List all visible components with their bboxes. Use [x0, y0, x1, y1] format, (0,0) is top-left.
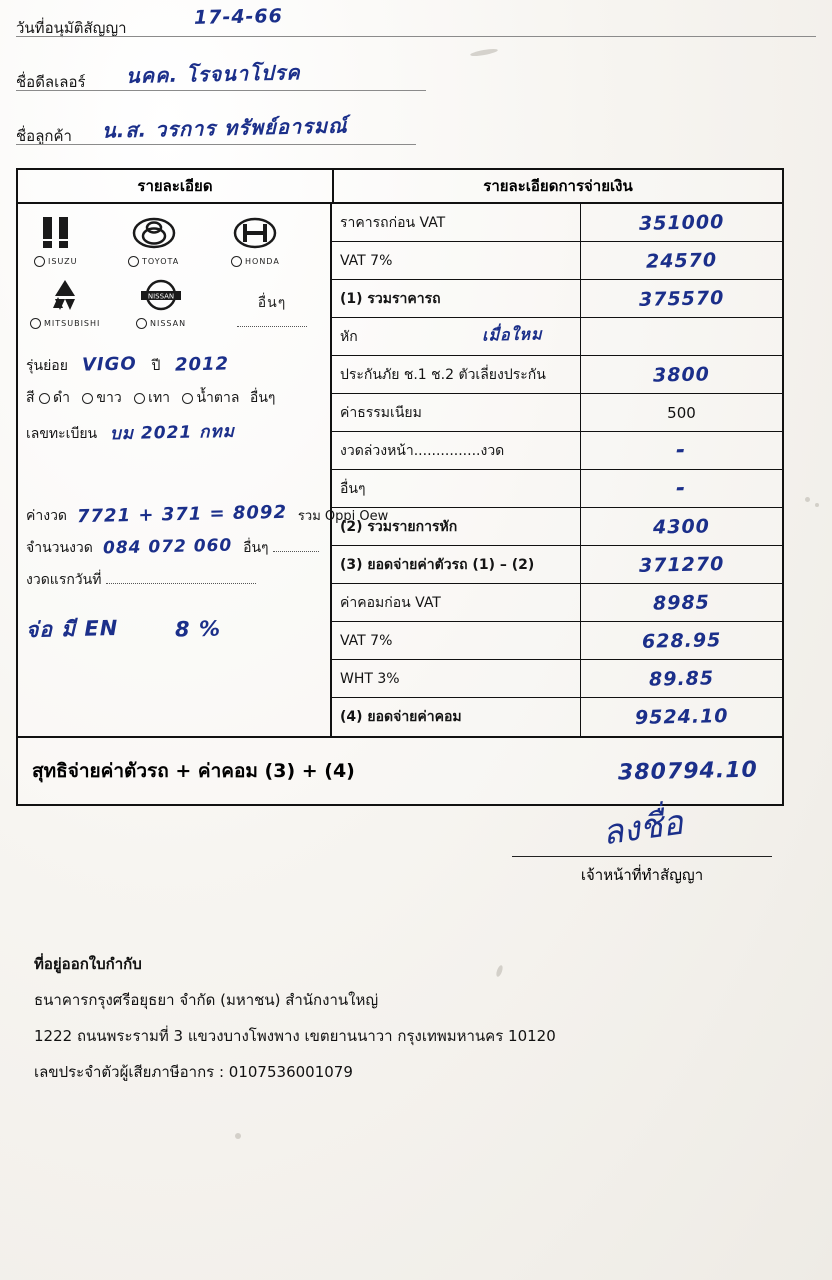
header-row-dealer — [16, 62, 816, 102]
date-fill-line[interactable] — [106, 571, 256, 584]
brand-label: HONDA — [231, 256, 280, 267]
payment-row — [332, 280, 782, 318]
payment-value-cell: - — [580, 470, 782, 507]
grand-total-value: 380794.10 — [617, 757, 759, 785]
radio-icon[interactable] — [34, 256, 45, 267]
other-fill-line[interactable] — [273, 539, 319, 552]
field-installment-count: จำนวนงวด 084 072 060 อื่นๆ — [26, 537, 322, 559]
paper-speck — [235, 1133, 241, 1139]
footer-tax-id-line: เลขประจำตัวผู้เสียภาษีอากร : 0107536001079 — [34, 1063, 353, 1081]
col-header-payment: รายละเอียดการจ่ายเงิน — [483, 177, 633, 195]
brand-label: TOYOTA — [128, 256, 179, 267]
invoice-address-block — [34, 952, 556, 1096]
label-approval-date: วันที่อนุมัติสัญญา — [16, 19, 127, 37]
payment-label: งวดล่วงหน้า...............งวด — [340, 442, 505, 459]
col-header-details: รายละเอียด — [18, 170, 334, 202]
payment-row — [332, 622, 782, 660]
brand-label: อื่นๆ — [222, 292, 322, 331]
brand-other[interactable] — [222, 290, 322, 331]
payment-label: ค่าธรรมเนียม — [340, 404, 422, 421]
brand-nissan[interactable] — [136, 274, 186, 329]
signature-line — [512, 856, 772, 857]
brand-selector — [26, 212, 322, 338]
payment-row — [332, 318, 782, 356]
contract-table — [16, 168, 784, 806]
svg-text:NISSAN: NISSAN — [147, 292, 175, 301]
payment-value-cell: 8985 — [580, 584, 782, 621]
field-model: รุ่นย่อย VIGO ปี 2012 — [26, 353, 230, 376]
signature-mark: ลงชื่อ — [599, 802, 685, 854]
payment-label: VAT 7% — [340, 252, 393, 269]
field-note-rate: จ่อ มี EN 8 % — [25, 616, 221, 642]
payment-row — [332, 698, 782, 736]
payment-label: (2) รวมรายการหัก — [340, 518, 458, 535]
radio-icon[interactable] — [136, 318, 147, 329]
payment-label: ค่าคอมก่อน VAT — [340, 594, 441, 611]
payment-label: ประกันภัย ช.1 ช.2 ตัวเลี่ยงประกัน — [340, 366, 546, 383]
radio-icon[interactable] — [82, 393, 93, 404]
other-brand-fill-line[interactable] — [237, 314, 307, 327]
paper-speck — [805, 497, 810, 502]
payment-row — [332, 242, 782, 280]
footer-bank-line: ธนาคารกรุงศรีอยุธยา จำกัด (มหาชน) สำนักงานใหญ่ — [34, 991, 379, 1009]
payment-label: ราคารถก่อน VAT — [340, 214, 446, 231]
payment-label: หัก เมื่อใหม — [332, 326, 580, 348]
payment-value-cell — [580, 318, 782, 355]
payment-row — [332, 546, 782, 584]
payment-row — [332, 470, 782, 508]
header-block — [16, 5, 816, 156]
payment-row — [332, 432, 782, 470]
payment-value-cell: - — [580, 432, 782, 469]
payment-row — [332, 356, 782, 394]
payment-value-cell: 371270 — [580, 546, 782, 583]
brand-label: ISUZU — [34, 256, 78, 267]
label-dealer-name: ชื่อดีลเลอร์ — [16, 73, 86, 91]
signature-block — [512, 800, 772, 887]
grand-total-label: สุทธิจ่ายค่าตัวรถ + ค่าคอม (3) + (4) — [32, 760, 355, 782]
header-row-date — [16, 5, 816, 48]
payment-column — [332, 204, 782, 736]
header-rule — [16, 36, 816, 37]
footer-title: ที่อยู่ออกใบกำกับ — [34, 955, 142, 973]
radio-icon[interactable] — [39, 393, 50, 404]
brand-toyota[interactable] — [128, 212, 179, 267]
mitsubishi-logo — [30, 274, 100, 316]
label-customer-name: ชื่อลูกค้า — [16, 127, 72, 145]
honda-logo — [231, 212, 280, 254]
payment-row — [332, 660, 782, 698]
brand-mitsubishi[interactable] — [30, 274, 100, 329]
payment-row — [332, 204, 782, 242]
radio-icon[interactable] — [231, 256, 242, 267]
footer-address-line: 1222 ถนนพระรามที่ 3 แขวงบางโพงพาง เขตยานนาวา กรุงเทพมหานคร 10120 — [34, 1027, 556, 1045]
payment-row — [332, 584, 782, 622]
payment-label: (3) ยอดจ่ายค่าตัวรถ (1) – (2) — [340, 556, 535, 573]
field-color: สี ดำ ขาว เทา น้ำตาล อื่นๆ — [26, 390, 276, 406]
payment-label: (1) รวมราคารถ — [340, 290, 441, 307]
header-row-customer — [16, 113, 816, 156]
payment-value-cell: 351000 — [580, 204, 782, 241]
payment-row — [332, 394, 782, 432]
toyota-logo — [128, 212, 179, 254]
grand-total-row — [18, 738, 782, 804]
payment-row — [332, 508, 782, 546]
brand-label: MITSUBISHI — [30, 318, 100, 329]
payment-value-cell: 628.95 — [580, 622, 782, 659]
header-rule — [16, 90, 426, 91]
radio-icon[interactable] — [134, 393, 145, 404]
payment-label: WHT 3% — [340, 670, 400, 687]
radio-icon[interactable] — [30, 318, 41, 329]
field-first-installment-date: งวดแรกวันที่ — [26, 569, 322, 591]
value-customer-name: น.ส. วรการ ทรัพย์อารมณ์ — [101, 113, 348, 143]
paper-speck — [815, 503, 819, 507]
value-dealer-name: นคค. โรจนาโปรค — [125, 60, 301, 88]
brand-honda[interactable] — [231, 212, 280, 267]
isuzu-logo — [34, 212, 78, 254]
table-body — [18, 204, 782, 738]
field-installment-amount: ค่างวด 7721 + 371 = 8092 รวม Oppi Oew — [26, 501, 389, 528]
signature-caption: เจ้าหน้าที่ทำสัญญา — [580, 866, 704, 884]
payment-value-cell: 375570 — [580, 280, 782, 317]
field-plate-number: เลขทะเบียน บม 2021 กทม — [26, 421, 235, 445]
brand-label: NISSAN — [136, 318, 186, 329]
payment-value-cell: 9524.10 — [580, 698, 782, 736]
radio-icon[interactable] — [182, 393, 193, 404]
payment-value-cell: 4300 — [580, 508, 782, 545]
payment-label: อื่นๆ — [340, 480, 366, 497]
payment-label: VAT 7% — [340, 632, 393, 649]
brand-isuzu[interactable] — [34, 212, 78, 267]
payment-value-cell: 24570 — [580, 242, 782, 279]
payment-label: (4) ยอดจ่ายค่าคอม — [340, 709, 462, 725]
nissan-logo — [136, 274, 186, 316]
table-header-row — [18, 170, 782, 204]
payment-note: เมื่อใหม — [481, 323, 543, 345]
payment-value-cell: 89.85 — [580, 660, 782, 697]
payment-value-cell: 3800 — [580, 356, 782, 393]
value-approval-date: 17-4-66 — [193, 5, 284, 29]
radio-icon[interactable] — [128, 256, 139, 267]
payment-value-cell: 500 — [580, 394, 782, 431]
